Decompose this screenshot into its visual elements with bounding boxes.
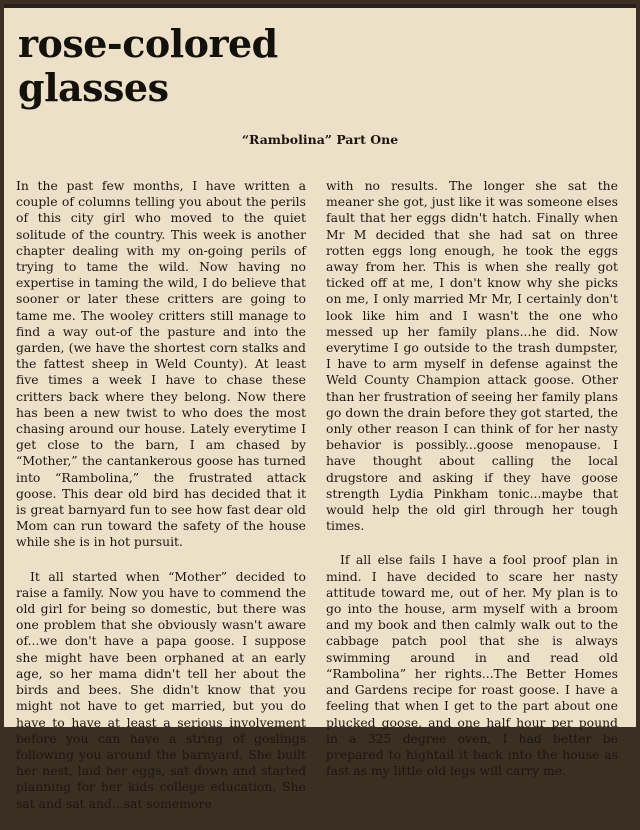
title-line-1: rose-colored bbox=[18, 21, 278, 66]
newspaper-clipping bbox=[4, 4, 636, 811]
column-header bbox=[18, 22, 338, 110]
left-paragraph-1: In the past few months, I have written a couple of columns telling you about the perils of this city girl who moved to the quiet solitude of the country. This week is another chapter dealing with my on-going perils of trying to tame the wild. Now having no expertise in taming the wild, I do believe that sooner or later these critters are going to tame me. The wooley critters still manage to find a way out-of the pasture and into the garden, (we have the shortest corn stalks and the fattest sheep in Weld County). At least five times a week I have to chase these critters back where they belong. Now there has been a new twist to who does the most chasing around our house. Lately everytime I get close to the barn, I am chased by “Mother,” the cantankerous goose has turned into “Rambolina,” the frustrated attack goose. This dear old bird has decided that it is great barnyard fun to see how fast dear old Mom can run toward the safety of the house while she is in hot pursuit. bbox=[16, 178, 306, 550]
right-paragraph-1: with no results. The longer she sat the meaner she got, just like it was someone elses fault that her eggs didn't hatch. Finally when Mr M decided that she had sat on three rotten eggs long enough, he took the eggs away from her. This is when she really got ticked off at me, I don't know why she picks on me, I only married Mr Mr, I certainly don't look like him and I wasn't the one who messed up her family plans...he did. Now everytime I go outside to the trash dumpster, I have to arm myself in defense against the Weld County Champion attack goose. Other than her frustration of seeing her family plans go down the drain before they got started, the only other reason I can think of for her nasty behavior is possibly...goose menopause. I have thought about calling the local drugstore and asking if they have goose strength Lydia Pinkham tonic...maybe that would help the old girl through her tough times. bbox=[326, 178, 618, 534]
left-column bbox=[16, 178, 306, 830]
title-line-2: glasses bbox=[18, 65, 169, 110]
right-column bbox=[326, 178, 618, 797]
top-rule bbox=[4, 4, 636, 8]
right-paragraph-2: If all else fails I have a fool proof plan in mind. I have decided to scare her nasty attitude toward me, out of her. My plan is to go into the house, arm myself with a broom and my book and then calmly walk out to the cabbage patch pool that she is always swimming around in and read old “Rambolina” her rights...The Better Homes and Gardens recipe for roast goose. I have a feeling that when I get to the part about one plucked goose, and one half hour per pound in a 325 degree oven, I had better be prepared to hightail it back into the house as fast as my little old legs will carry me. bbox=[326, 552, 618, 779]
article-subtitle: “Rambolina” Part One bbox=[241, 132, 399, 147]
left-paragraph-2: It all started when “Mother” decided to raise a family. Now you have to commend the old girl for being so domestic, but there was one problem that she obviously wasn't aware of...we don't have a papa goose. I suppose she might have been orphaned at an early age, so her mama didn't tell her about the birds and bees. She didn't know that you might not have to get married, but you do have to have at least a serious involvement before you can have a string of goslings following you around the barnyard. She built her nest, laid her eggs, sat down and started planning for her kids college education. She sat and sat and...sat somemore bbox=[16, 568, 306, 811]
